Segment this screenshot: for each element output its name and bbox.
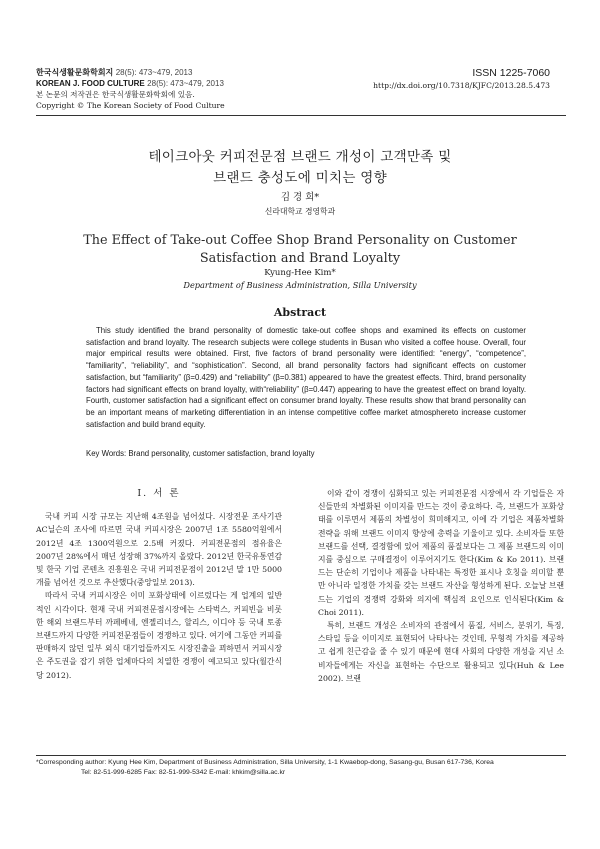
- title-kr-line2: 브랜드 충성도에 미치는 영향: [213, 170, 387, 186]
- journal-header: [36, 67, 356, 111]
- affiliation-en: Department of Business Administration, Silla University: [183, 280, 417, 290]
- title-en-line1: The Effect of Take-out Coffee Shop Brand Personality on Customer: [83, 233, 517, 248]
- abstract-heading: Abstract: [273, 306, 327, 319]
- journal-line-en: [36, 78, 356, 89]
- body-column-right: [318, 487, 564, 685]
- paragraph: 이와 같이 경쟁이 심화되고 있는 커피전문점 시장에서 각 기업들은 자신들만의 차별화된 이미지를 만드는 것이 중요하다. 즉, 브랜드가 포화상태를 이루면서 제품의 차별성이 희미해지고, 이에 각 기업은 제품차별화 전략을 위해 브랜드 이미지 향상에 총력을 기울이고 있다. 소비자들 또한 브랜드를 선택, 결정함에 있어 제품의 품질보다는 그 제품 브랜드의 이미지를 중심으로 구매결정이 이루어지기도 한다(Kim & Ko 2011). 브랜드는 단순히 기업이나 제품을 나타내는 특정한 표시나 호칭을 의미할 뿐만 아니라 일정한 가치를 갖는 브랜드 자산을 형성하게 된다. 오늘날 브랜드는 기업의 경쟁력 강화와 의지에 핵심적 요인으로 인식된다(Kim & Choi 2011).: [318, 489, 564, 617]
- title-en: [40, 232, 560, 268]
- footnote-contact: Tel: 82-51-999-6285 Fax: 82-51-999-5342 E-mail: khkim@silla.ac.kr: [81, 769, 286, 776]
- doi: http://dx.doi.org/10.7318/KJFC/2013.28.5.473: [373, 81, 550, 90]
- title-en-line2: Satisfaction and Brand Loyalty: [199, 251, 401, 266]
- paragraph: 특히, 브랜드 개성은 소비자의 관점에서 품질, 서비스, 분위기, 특징, 스타일 등을 이미지로 표현되어 나타나는 것인데, 무형적 가치를 제공하고 쉽게 친근감을 줄 수 있기 때문에 현대 사회의 다양한 개성을 지닌 소비자들에게는 자신을 표현하는 수단으로 활용되고 있다(Huh & Lee 2002). 브랜: [318, 621, 564, 683]
- paragraph: 따라서 국내 커피시장은 이미 포화상태에 이르렀다는 게 업계의 일반적인 시각이다. 현재 국내 커피전문점시장에는 스타벅스, 커피빈을 비롯한 해외 브랜드부터 까페베네, 엔젤리너스, 할리스, 이디야 등 국내 토종 브랜드까지 다양한 커피전문점들이 경쟁하고 있다. 여기에 그동안 커피를 판매하지 않던 일부 외식 대기업들까지도 시장진출을 꾀하면서 커피시장은 주도권을 잡기 위한 업체마다의 치열한 경쟁이 예고되고 있다(월간식당 2012).: [36, 591, 282, 680]
- author-en: Kyung-Hee Kim*: [264, 268, 336, 278]
- copyright-en: Copyright © The Korean Society of Food Culture: [36, 101, 225, 110]
- footnote-address: *Corresponding author: Kyung Hee Kim, Department of Business Administration, Silla University, 1-1 Kwaebop-dong, Sasang-gu, Busan 617-736, Korea: [36, 759, 494, 766]
- body-column-left: [36, 487, 282, 682]
- keywords: Key Words: Brand personality, customer satisfaction, brand loyalty: [86, 449, 315, 458]
- journal-identifiers: [373, 67, 550, 91]
- header-rule: [36, 115, 566, 116]
- journal-line-kr: [36, 67, 356, 78]
- journal-volume-en: 28(5): 473~479, 2013: [147, 79, 224, 88]
- journal-title-kr: 한국식생활문화학회지: [36, 68, 114, 77]
- issn: ISSN 1225-7060: [472, 67, 550, 79]
- journal-volume-kr: 28(5): 473~479, 2013: [115, 68, 193, 77]
- copyright-kr: 본 논문의 저작권은 한국식생활문화학회에 있음.: [36, 90, 195, 99]
- title-kr: [40, 147, 560, 189]
- paragraph: 국내 커피 시장 규모는 지난해 4조원을 넘어섰다. 시장전문 조사기관 AC닐슨의 조사에 따르면 국내 커피시장은 2007년 1조 5580억원에서 2012년 4조 1300억원으로 2.5배 커졌다. 커피전문점의 점유율은 2007년 28%에서 매년 성장해 37%까지 올랐다. 2012년 한국유통연감 및 한국 기업 콘텐츠 진흥원은 국내 커피전문점이 2012년 말 1만 5000개를 넘어선 것으로 추산했다(중앙일보 2013).: [36, 512, 282, 588]
- section-heading: Ⅰ. 서 론: [137, 488, 181, 499]
- corresponding-author-footnote: [36, 755, 566, 778]
- abstract-text: This study identified the brand personality of domestic take-out coffee shops and examined its effects on customer satisfaction and brand loyalty. The research subjects were college students in Busan who visited a coffee house. Overall, four major empirical results were obtained. First, five factors of brand personality were identified: “energy”, “competence”, “familiarity”, “reliability”, and “sophistication”. Second, all brand personality factors had significant effects on customer satisfaction, but “familiarity” (β=0.429) and “reliability” (β=0.381) appeared to have the greatest effects. Third, brand personality factors had significant effects on brand loyalty, with“reliability” (β=0.447) appearing to have the greatest effect on brand loyalty. Fourth, customer satisfaction had a significant effect on consumer brand loyalty. These results show that brand personality can be an important means of marketing differentiation in an intense competitive coffee market atmosphereto increase customer satisfaction and build brand equity.: [86, 326, 526, 429]
- journal-title-en: KOREAN J. FOOD CULTURE: [36, 79, 145, 88]
- affiliation-kr: 신라대학교 경영학과: [264, 207, 336, 216]
- author-kr: 김 경 희*: [280, 192, 320, 203]
- title-kr-line1: 테이크아웃 커피전문점 브랜드 개성이 고객만족 및: [148, 149, 452, 165]
